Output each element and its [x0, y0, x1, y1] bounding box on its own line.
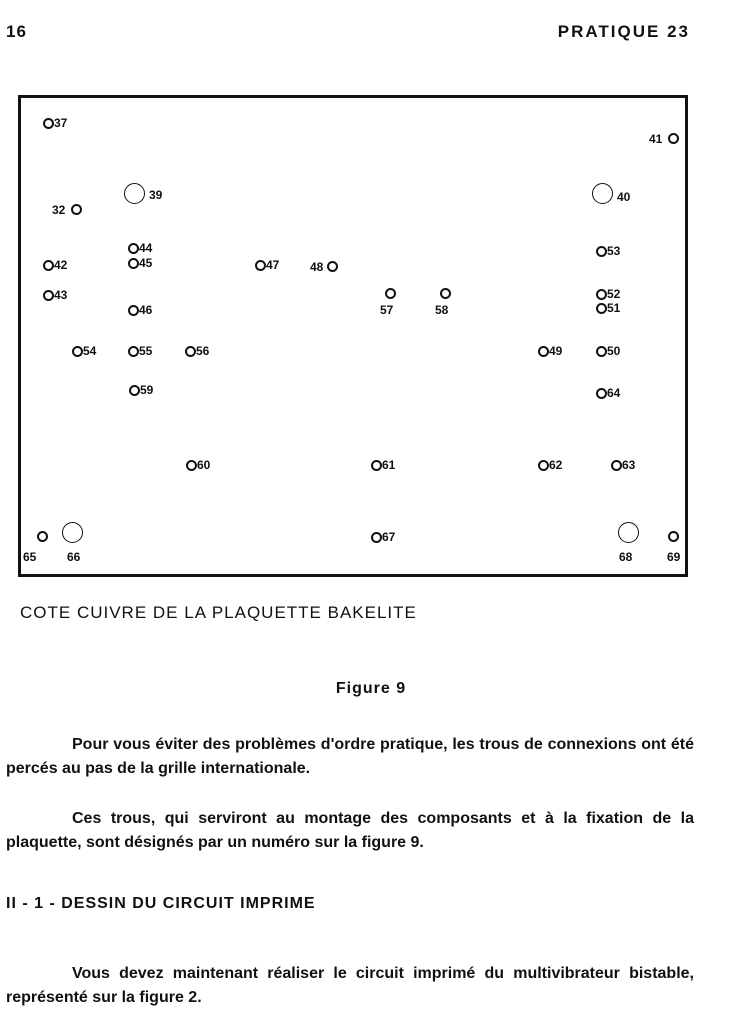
hole-56	[185, 346, 196, 357]
hole-label-41: 41	[649, 132, 663, 146]
hole-label-44: 44	[139, 241, 153, 255]
hole-label-54: 54	[83, 344, 97, 358]
hole-label-46: 46	[139, 303, 153, 317]
hole-43	[43, 290, 54, 301]
hole-label-61: 61	[382, 458, 396, 472]
hole-label-37: 37	[54, 116, 68, 130]
hole-label-64: 64	[607, 386, 621, 400]
hole-label-63: 63	[622, 458, 636, 472]
hole-label-65: 65	[23, 550, 37, 564]
hole-label-67: 67	[382, 530, 396, 544]
hole-45	[128, 258, 139, 269]
hole-51	[596, 303, 607, 314]
hole-label-52: 52	[607, 287, 621, 301]
hole-44	[128, 243, 139, 254]
hole-52	[596, 289, 607, 300]
hole-39	[124, 183, 145, 204]
hole-63	[611, 460, 622, 471]
hole-53	[596, 246, 607, 257]
hole-label-55: 55	[139, 344, 153, 358]
running-title: PRATIQUE 23	[557, 22, 690, 41]
hole-68	[618, 522, 639, 543]
hole-label-40: 40	[617, 190, 631, 204]
hole-57	[385, 288, 396, 299]
hole-67	[371, 532, 382, 543]
paragraph-2: Ces trous, qui serviront au montage des composants et à la fixation de la plaquette, sont désignés par un numéro sur la figure 9.	[6, 810, 694, 851]
hole-label-56: 56	[196, 344, 210, 358]
hole-label-43: 43	[54, 288, 68, 302]
hole-label-47: 47	[266, 258, 280, 272]
hole-62	[538, 460, 549, 471]
section-heading: II - 1 - DESSIN DU CIRCUIT IMPRIME	[6, 895, 316, 912]
hole-label-62: 62	[549, 458, 563, 472]
section-paragraph: Vous devez maintenant réaliser le circuit imprimé du multivibrateur bistable, représenté sur la figure 2.	[6, 965, 694, 1006]
hole-label-53: 53	[607, 244, 621, 258]
hole-label-60: 60	[197, 458, 211, 472]
hole-32	[71, 204, 82, 215]
hole-58	[440, 288, 451, 299]
hole-label-45: 45	[139, 256, 153, 270]
hole-41	[668, 133, 679, 144]
hole-label-58: 58	[435, 303, 449, 317]
hole-label-69: 69	[667, 550, 681, 564]
hole-54	[72, 346, 83, 357]
hole-46	[128, 305, 139, 316]
hole-label-66: 66	[67, 550, 81, 564]
hole-42	[43, 260, 54, 271]
hole-61	[371, 460, 382, 471]
hole-49	[538, 346, 549, 357]
pcb-figure	[18, 95, 688, 577]
hole-60	[186, 460, 197, 471]
hole-66	[62, 522, 83, 543]
hole-69	[668, 531, 679, 542]
paragraph-1: Pour vous éviter des problèmes d'ordre pratique, les trous de connexions ont été percés au pas de la grille internationale.	[6, 736, 694, 777]
hole-label-49: 49	[549, 344, 563, 358]
hole-59	[129, 385, 140, 396]
hole-label-57: 57	[380, 303, 394, 317]
figure-caption: COTE CUIVRE DE LA PLAQUETTE BAKELITE	[20, 603, 417, 622]
hole-48	[327, 261, 338, 272]
hole-label-59: 59	[140, 383, 154, 397]
hole-label-39: 39	[149, 188, 163, 202]
hole-label-48: 48	[310, 260, 324, 274]
page-number: 16	[6, 22, 27, 41]
hole-label-32: 32	[52, 203, 66, 217]
hole-label-51: 51	[607, 301, 621, 315]
hole-label-50: 50	[607, 344, 621, 358]
hole-label-42: 42	[54, 258, 68, 272]
hole-55	[128, 346, 139, 357]
hole-label-68: 68	[619, 550, 633, 564]
hole-64	[596, 388, 607, 399]
figure-title: Figure 9	[335, 680, 407, 697]
hole-40	[592, 183, 613, 204]
hole-50	[596, 346, 607, 357]
hole-37	[43, 118, 54, 129]
hole-47	[255, 260, 266, 271]
hole-65	[37, 531, 48, 542]
